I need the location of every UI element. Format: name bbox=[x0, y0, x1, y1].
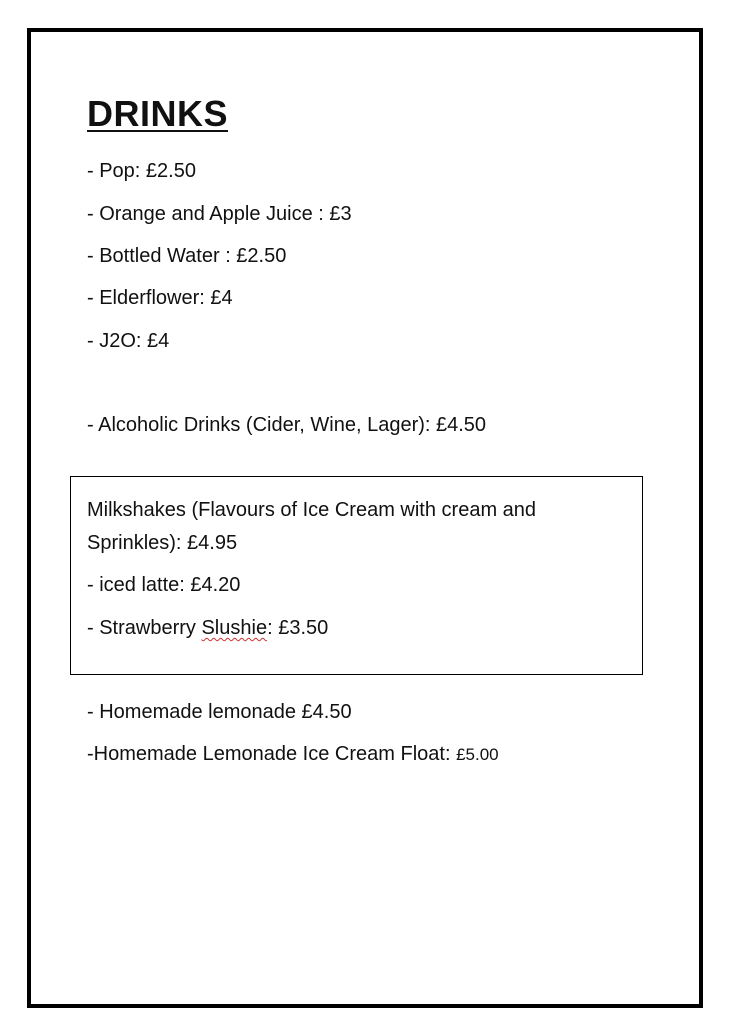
menu-item-slushie bbox=[87, 615, 328, 641]
menu-item-pop: - Pop: £2.50 bbox=[87, 160, 196, 182]
float-label: -Homemade Lemonade Ice Cream Float: bbox=[87, 743, 457, 765]
slushie-price: : £3.50 bbox=[267, 617, 329, 639]
slushie-prefix: - Strawberry bbox=[87, 617, 202, 639]
menu-item-elderflower: - Elderflower: £4 bbox=[87, 287, 233, 309]
menu-item-juice: - Orange and Apple Juice : £3 bbox=[87, 203, 352, 225]
spellcheck-word: Slushie bbox=[201, 617, 268, 639]
menu-item-j2o: - J2O: £4 bbox=[87, 330, 170, 352]
menu-item-milkshake-line2: Sprinkles): £4.95 bbox=[87, 532, 238, 554]
menu-item-water: - Bottled Water : £2.50 bbox=[87, 245, 287, 267]
menu-item-alcoholic: - Alcoholic Drinks (Cider, Wine, Lager): £4.50 bbox=[87, 414, 487, 436]
menu-item-lemonade: - Homemade lemonade £4.50 bbox=[87, 701, 352, 723]
menu-item-float bbox=[87, 741, 499, 768]
menu-item-iced-latte: - iced latte: £4.20 bbox=[87, 574, 241, 596]
page-title: DRINKS bbox=[87, 93, 229, 134]
float-price: £5.00 bbox=[456, 745, 499, 764]
menu-item-milkshake-line1: Milkshakes (Flavours of Ice Cream with cream and bbox=[87, 499, 537, 521]
